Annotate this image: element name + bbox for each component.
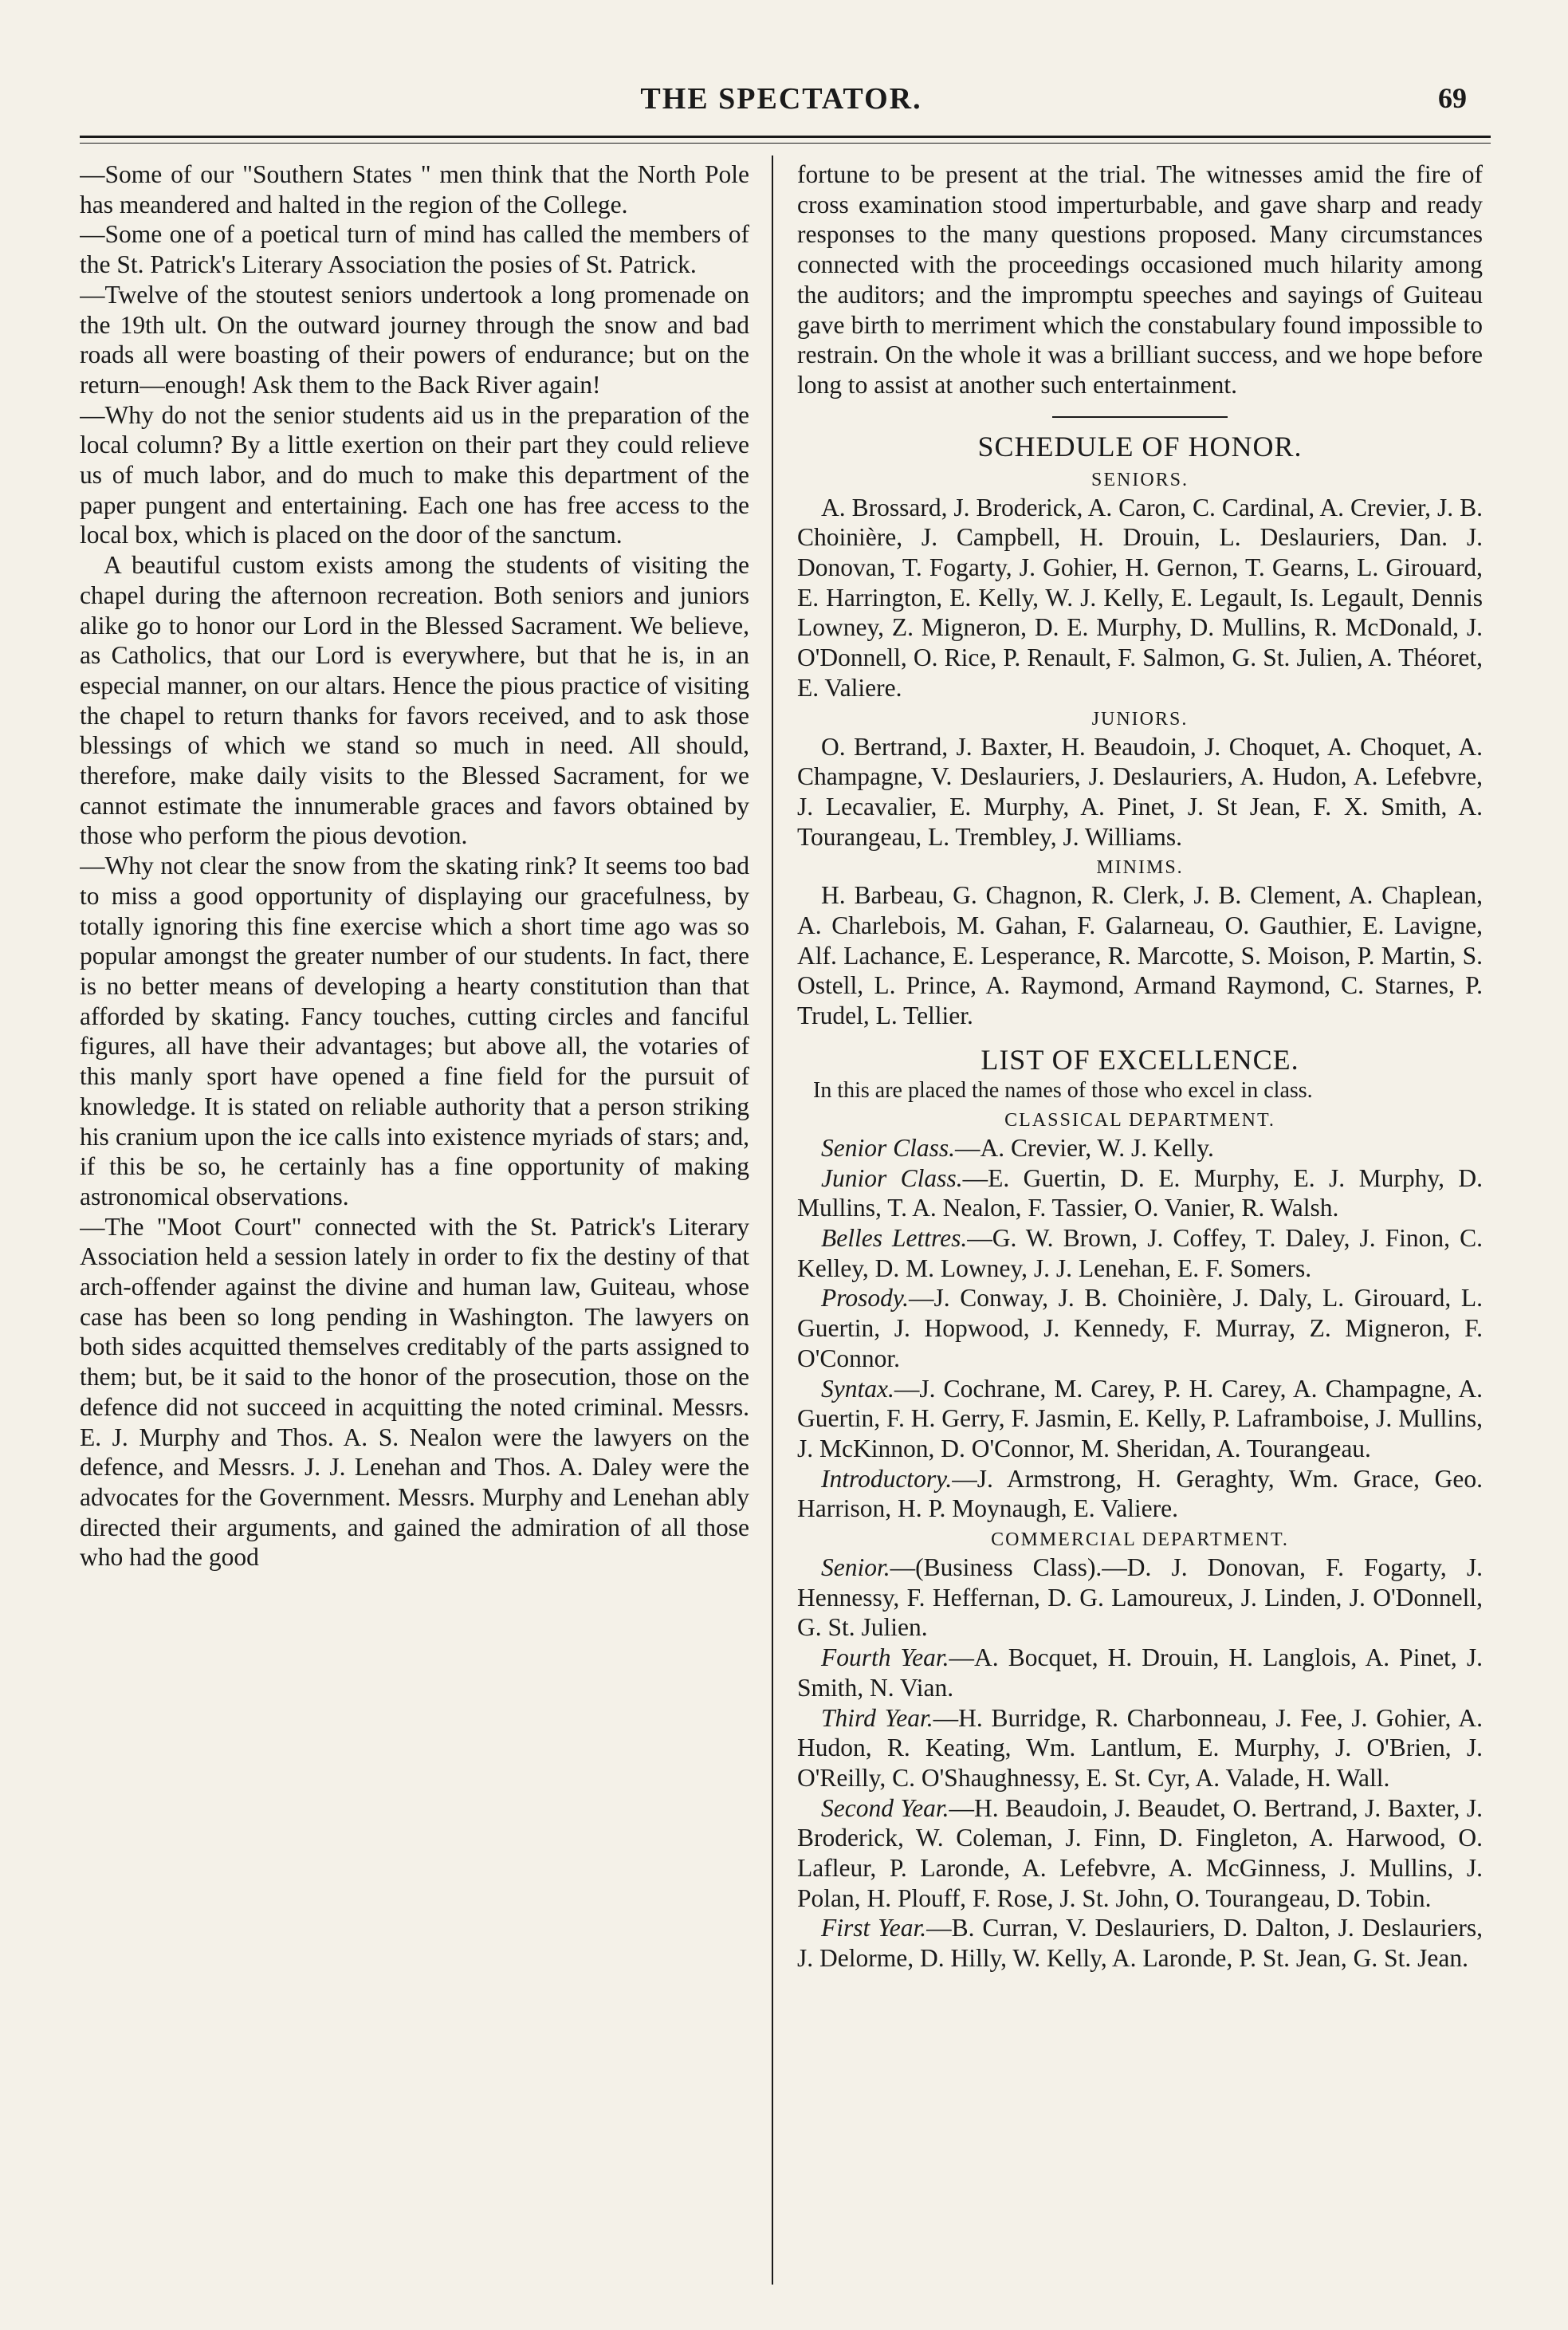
paragraph-chapel-visits: A beautiful custom exists among the students of visiting the chapel during the afternoon recreation. Both seniors and juniors alike go to honor our Lord in the Blessed Sacrament. We believe, as Catholics, that our Lord is everywhere, but that he is, in an especial manner, on our altars. Hence the pious practice of visiting the chapel to return thanks for favors received, and to ask those blessings of which we stand so much in need. All should, therefore, make daily visits to the Blessed Sacrament, for we cannot estimate the innumerable graces and favors obtained by those who perform the pious devotion. [80, 551, 749, 850]
class-entry [797, 1163, 1483, 1223]
class-entry [797, 1374, 1483, 1464]
class-names: —(Business Class).—D. J. Donovan, F. Fogarty, J. Hennessy, F. Heffernan, D. G. Lamoureux, J. Linden, J. O'Donnell, G. St. Julien. [797, 1553, 1483, 1642]
juniors-heading: JUNIORS. [1091, 708, 1189, 730]
paragraph-moot-court: —The "Moot Court" connected with the St. Patrick's Literary Association held a session lately in order to fix the destiny of that arch-offender against the divine and human law, Guiteau, whose case has been so long pending in Washington. The lawyers on both sides acquitted themselves creditably of the parts assigned to them; but, be it said to the honor of the prosecution, those on the defence did not succeed in acquitting the noted criminal. Messrs. E. J. Murphy and Thos. A. S. Nealon were the lawyers on the defence, and Messrs. J. J. Lenehan and Thos. A. Daley were the advocates for the Government. Messrs. Murphy and Lenehan ably directed their arguments, and gained the admiration of all those who had the good [80, 1212, 749, 1572]
class-names: —B. Curran, V. Deslauriers, D. Dalton, J. Deslauriers, J. Delorme, D. Hilly, W. Kelly, A. Laronde, P. St. Jean, G. St. Jean. [797, 1914, 1483, 1973]
class-names: —J. Armstrong, H. Geraghty, Wm. Grace, Geo. Harrison, H. P. Moynaugh, E. Valiere. [797, 1464, 1483, 1523]
class-label: Fourth Year. [821, 1643, 949, 1672]
list-of-excellence-heading: LIST OF EXCELLENCE. [980, 1043, 1299, 1076]
minims-list: H. Barbeau, G. Chagnon, R. Clerk, J. B. Clement, A. Chaplean, A. Charlebois, M. Gahan, F. Galarneau, O. Gauthier, E. Lavigne, Alf. Lachance, E. Lesperance, R. Marcotte, S. Moison, P. Martin, S. Ostell, L. Prince, A. Raymond, Armand Raymond, C. Starnes, P. Trudel, L. Tellier. [797, 881, 1483, 1030]
class-names: —H. Beaudoin, J. Beaudet, O. Bertrand, J. Baxter, J. Broderick, W. Coleman, J. Finn, D. Fingleton, A. Harwood, O. Lafleur, P. Laronde, A. Lefebvre, A. McGinness, J. Mullins, J. Polan, H. Plouff, F. Rose, J. St. John, O. Tourangeau, D. Tobin. [797, 1793, 1483, 1912]
left-column [80, 159, 749, 2289]
excellence-intro: In this are placed the names of those who excel in class. [813, 1077, 1313, 1103]
class-label: Syntax. [821, 1374, 894, 1403]
class-entry [797, 1703, 1483, 1793]
classical-department-heading: CLASSICAL DEPARTMENT. [1004, 1109, 1275, 1131]
class-entry [797, 1464, 1483, 1524]
class-label: Prosody. [821, 1284, 909, 1313]
paragraph-north-pole: —Some of our "Southern States " men think that the North Pole has meandered and halted in the region of the College. [80, 160, 749, 218]
paragraph-promenade: —Twelve of the stoutest seniors undertook a long promenade on the 19th ult. On the outward journey through the snow and bad roads all were boasting of their powers of endurance; but on the return—enough! Ask them to the Back River again! [80, 280, 749, 399]
class-names: —G. W. Brown, J. Coffey, T. Daley, J. Finon, C. Kelley, D. M. Lowney, J. J. Lenehan, E. F. Somers. [797, 1223, 1483, 1282]
class-entry [797, 1643, 1483, 1702]
section-rule [1052, 416, 1228, 418]
class-label: Junior Class. [821, 1163, 963, 1192]
header-rule [80, 136, 1491, 144]
class-names: —J. Cochrane, M. Carey, P. H. Carey, A. Champagne, A. Guertin, F. H. Gerry, F. Jasmin, E. Kelly, P. Laframboise, J. Mullins, J. McKinnon, D. O'Connor, M. Sheridan, A. Tourangeau. [797, 1374, 1483, 1462]
class-names: —E. Guertin, D. E. Murphy, E. J. Murphy, D. Mullins, T. A. Nealon, F. Tassier, O. Vanier, R. Walsh. [797, 1163, 1483, 1222]
paragraph-local-column: —Why do not the senior students aid us in the preparation of the local column? By a little exertion on their part they could relieve us of much labor, and do much to make this department of the paper pungent and entertaining. Each one has free access to the local box, which is placed on the door of the sanctum. [80, 400, 749, 549]
schedule-of-honor-heading: SCHEDULE OF HONOR. [977, 430, 1303, 462]
class-names: —J. Conway, J. B. Choinière, J. Daly, L. Girouard, L. Guertin, J. Hopwood, J. Kennedy, F. Murray, Z. Migneron, F. O'Connor. [797, 1284, 1483, 1372]
commercial-department-heading: COMMERCIAL DEPARTMENT. [991, 1529, 1289, 1551]
class-names: —A. Crevier, W. J. Kelly. [955, 1133, 1214, 1162]
paragraph-skating-rink: —Why not clear the snow from the skating rink? It seems too bad to miss a good opportunity of displaying our gracefulness, by totally ignoring this fine exercise which a short time ago was so popular amongst the greater number of our students. In fact, there is no better means of developing a hearty constitution than that afforded by skating. Fancy touches, cutting circles and fanciful figures, all have their advantages; but above all, the votaries of this manly sport have opened a fine field for the pursuit of knowledge. It is stated on reliable authority that a person striking his cranium upon the ice calls into existence myriads of stars; and, if this be so, he certainly has a fine opportunity of making astronomical observations. [80, 852, 749, 1210]
class-label: Belles Lettres. [821, 1223, 968, 1252]
seniors-list: A. Brossard, J. Broderick, A. Caron, C. Cardinal, A. Crevier, J. B. Choinière, J. Campbell, H. Drouin, L. Deslauriers, Dan. J. Donovan, T. Fogarty, J. Gohier, H. Gernon, T. Gearns, L. Girouard, E. Harrington, E. Kelly, W. J. Kelly, E. Legault, Is. Legault, Dennis Lowney, Z. Migneron, D. E. Murphy, D. Mullins, R. McDonald, J. O'Donnell, O. Rice, P. Renault, F. Salmon, G. St. Julien, A. Théoret, E. Valiere. [797, 493, 1483, 702]
class-label: First Year. [821, 1914, 927, 1942]
class-label: Second Year. [821, 1793, 949, 1822]
class-entry [797, 1283, 1483, 1373]
class-label: Senior Class. [821, 1133, 956, 1162]
juniors-list: O. Bertrand, J. Baxter, H. Beaudoin, J. Choquet, A. Choquet, A. Champagne, V. Deslauriers, J. Deslauriers, A. Hudon, A. Lefebvre, J. Lecavalier, E. Murphy, A. Pinet, J. St Jean, F. X. Smith, A. Tourangeau, L. Trembley, J. Williams. [797, 732, 1483, 851]
class-label: Third Year. [821, 1703, 933, 1732]
page-number: 69 [1438, 82, 1467, 114]
class-entry [797, 1133, 1483, 1163]
seniors-heading: SENIORS. [1091, 469, 1189, 490]
class-entry [797, 1553, 1483, 1643]
class-names: —H. Burridge, R. Charbonneau, J. Fee, J. Gohier, A. Hudon, R. Keating, Wm. Lantlum, E. Murphy, J. O'Brien, J. O'Reilly, C. O'Shaughnessy, E. St. Cyr, A. Valade, H. Wall. [797, 1703, 1483, 1792]
page-header [80, 73, 1483, 121]
paragraph-moot-court-continued: fortune to be present at the trial. The witnesses amid the fire of cross examination stood imperturbable, and gave sharp and ready responses to the many questions proposed. Many circumstances connected with the proceedings occasioned much hilarity among the auditors; and the impromptu speeches and sayings of Guiteau gave birth to merriment which the constabulary found impossible to restrain. On the whole it was a brilliant success, and we hope before long to assist at another such entertainment. [797, 160, 1483, 399]
paragraph-posies: —Some one of a poetical turn of mind has called the members of the St. Patrick's Literary Association the posies of St. Patrick. [80, 220, 749, 279]
newspaper-title: THE SPECTATOR. [640, 82, 922, 116]
class-entry [797, 1913, 1483, 1973]
minims-heading: MINIMS. [1096, 857, 1184, 879]
class-entry [797, 1793, 1483, 1914]
class-label: Introductory. [821, 1464, 953, 1493]
class-names: —A. Bocquet, H. Drouin, H. Langlois, A. Pinet, J. Smith, N. Vian. [797, 1643, 1483, 1702]
right-column [797, 159, 1483, 2289]
class-label: Senior. [821, 1553, 890, 1582]
class-entry [797, 1223, 1483, 1283]
column-divider [772, 155, 773, 2285]
